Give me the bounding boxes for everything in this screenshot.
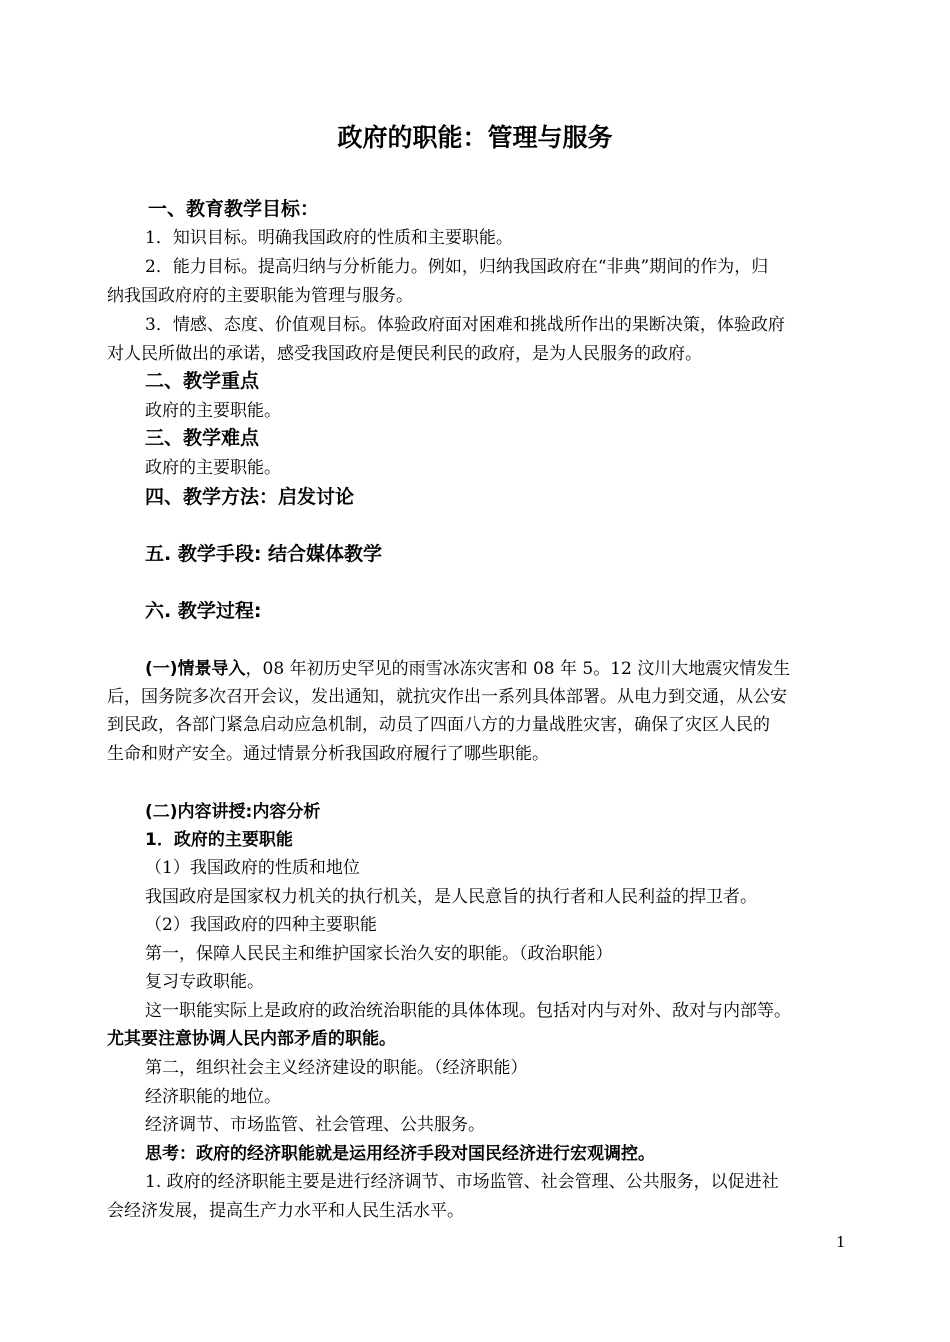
key-points-text: 政府的主要职能。 bbox=[145, 401, 281, 421]
intro-label: (一)情景导入 bbox=[145, 659, 246, 679]
nature-text: 我国政府是国家权力机关的执行机关，是人民意旨的执行者和人民利益的捍卫者。 bbox=[145, 887, 757, 907]
objective-ability-line2: 纳我国政府府的主要职能为管理与服务。 bbox=[107, 286, 413, 306]
answer-line2: 会经济发展，提高生产力水平和人民生活水平。 bbox=[107, 1201, 464, 1221]
answer-line1: 1. 政府的经济职能主要是进行经济调节、市场监管、社会管理、公共服务，以促进社 bbox=[145, 1172, 779, 1192]
heading-key-points: 二、教学重点 bbox=[145, 370, 260, 392]
heading-difficulties: 三、教学难点 bbox=[145, 427, 260, 449]
think-question: 思考：政府的经济职能就是运用经济手段对国民经济进行宏观调控。 bbox=[145, 1144, 655, 1164]
objective-knowledge: 1．知识目标。明确我国政府的性质和主要职能。 bbox=[145, 228, 513, 248]
economic-function: 第二，组织社会主义经济建设的职能。（经济职能） bbox=[145, 1058, 528, 1078]
economic-list: 经济调节、市场监管、社会管理、公共服务。 bbox=[145, 1115, 485, 1135]
heading-media: 五. 教学手段: 结合媒体教学 bbox=[145, 543, 383, 565]
content-heading: (二)内容讲授:内容分析 bbox=[145, 802, 321, 822]
nature-subheading: （1）我国政府的性质和地位 bbox=[145, 858, 360, 878]
political-note: 这一职能实际上是政府的政治统治职能的具体体现。包括对内与对外、敌对与内部等。 bbox=[145, 1001, 791, 1021]
economic-status: 经济职能的地位。 bbox=[145, 1087, 281, 1107]
intro-line3: 到民政，各部门紧急启动应急机制，动员了四面八方的力量战胜灾害，确保了灾区人民的 bbox=[107, 715, 770, 735]
difficulties-text: 政府的主要职能。 bbox=[145, 458, 281, 478]
political-emphasis: 尤其要注意协调人民内部矛盾的职能。 bbox=[107, 1029, 396, 1049]
intro-line1 bbox=[145, 658, 790, 680]
heading-objectives: 一、教育教学目标： bbox=[148, 198, 320, 220]
intro-line4: 生命和财产安全。通过情景分析我国政府履行了哪些职能。 bbox=[107, 744, 549, 764]
political-function: 第一，保障人民民主和维护国家长治久安的职能。（政治职能） bbox=[145, 944, 613, 964]
page-number: 1 bbox=[836, 1233, 846, 1251]
heading-process: 六. 教学过程: bbox=[145, 600, 262, 622]
objective-emotion-line1: 3．情感、态度、价值观目标。体验政府面对困难和挑战所作出的果断决策，体验政府 bbox=[145, 315, 785, 335]
four-functions-subheading: （2）我国政府的四种主要职能 bbox=[145, 915, 377, 935]
page-title: 政府的职能：管理与服务 bbox=[337, 123, 613, 152]
heading-methods: 四、教学方法：启发讨论 bbox=[145, 486, 355, 508]
objective-emotion-line2: 对人民所做出的承诺，感受我国政府是便民利民的政府，是为人民服务的政府。 bbox=[107, 344, 702, 364]
main-functions-heading: 1．政府的主要职能 bbox=[145, 830, 293, 850]
intro-line1-text: ，08 年初历史罕见的雨雪冰冻灾害和 08 年 5。12 汶川大地震灾情发生 bbox=[245, 659, 791, 679]
objective-ability-line1: 2．能力目标。提高归纳与分析能力。例如，归纳我国政府在“非典”期间的作为，归 bbox=[145, 257, 769, 277]
political-review: 复习专政职能。 bbox=[145, 972, 264, 992]
intro-line2: 后，国务院多次召开会议，发出通知，就抗灾作出一系列具体部署。从电力到交通，从公安 bbox=[107, 687, 787, 707]
